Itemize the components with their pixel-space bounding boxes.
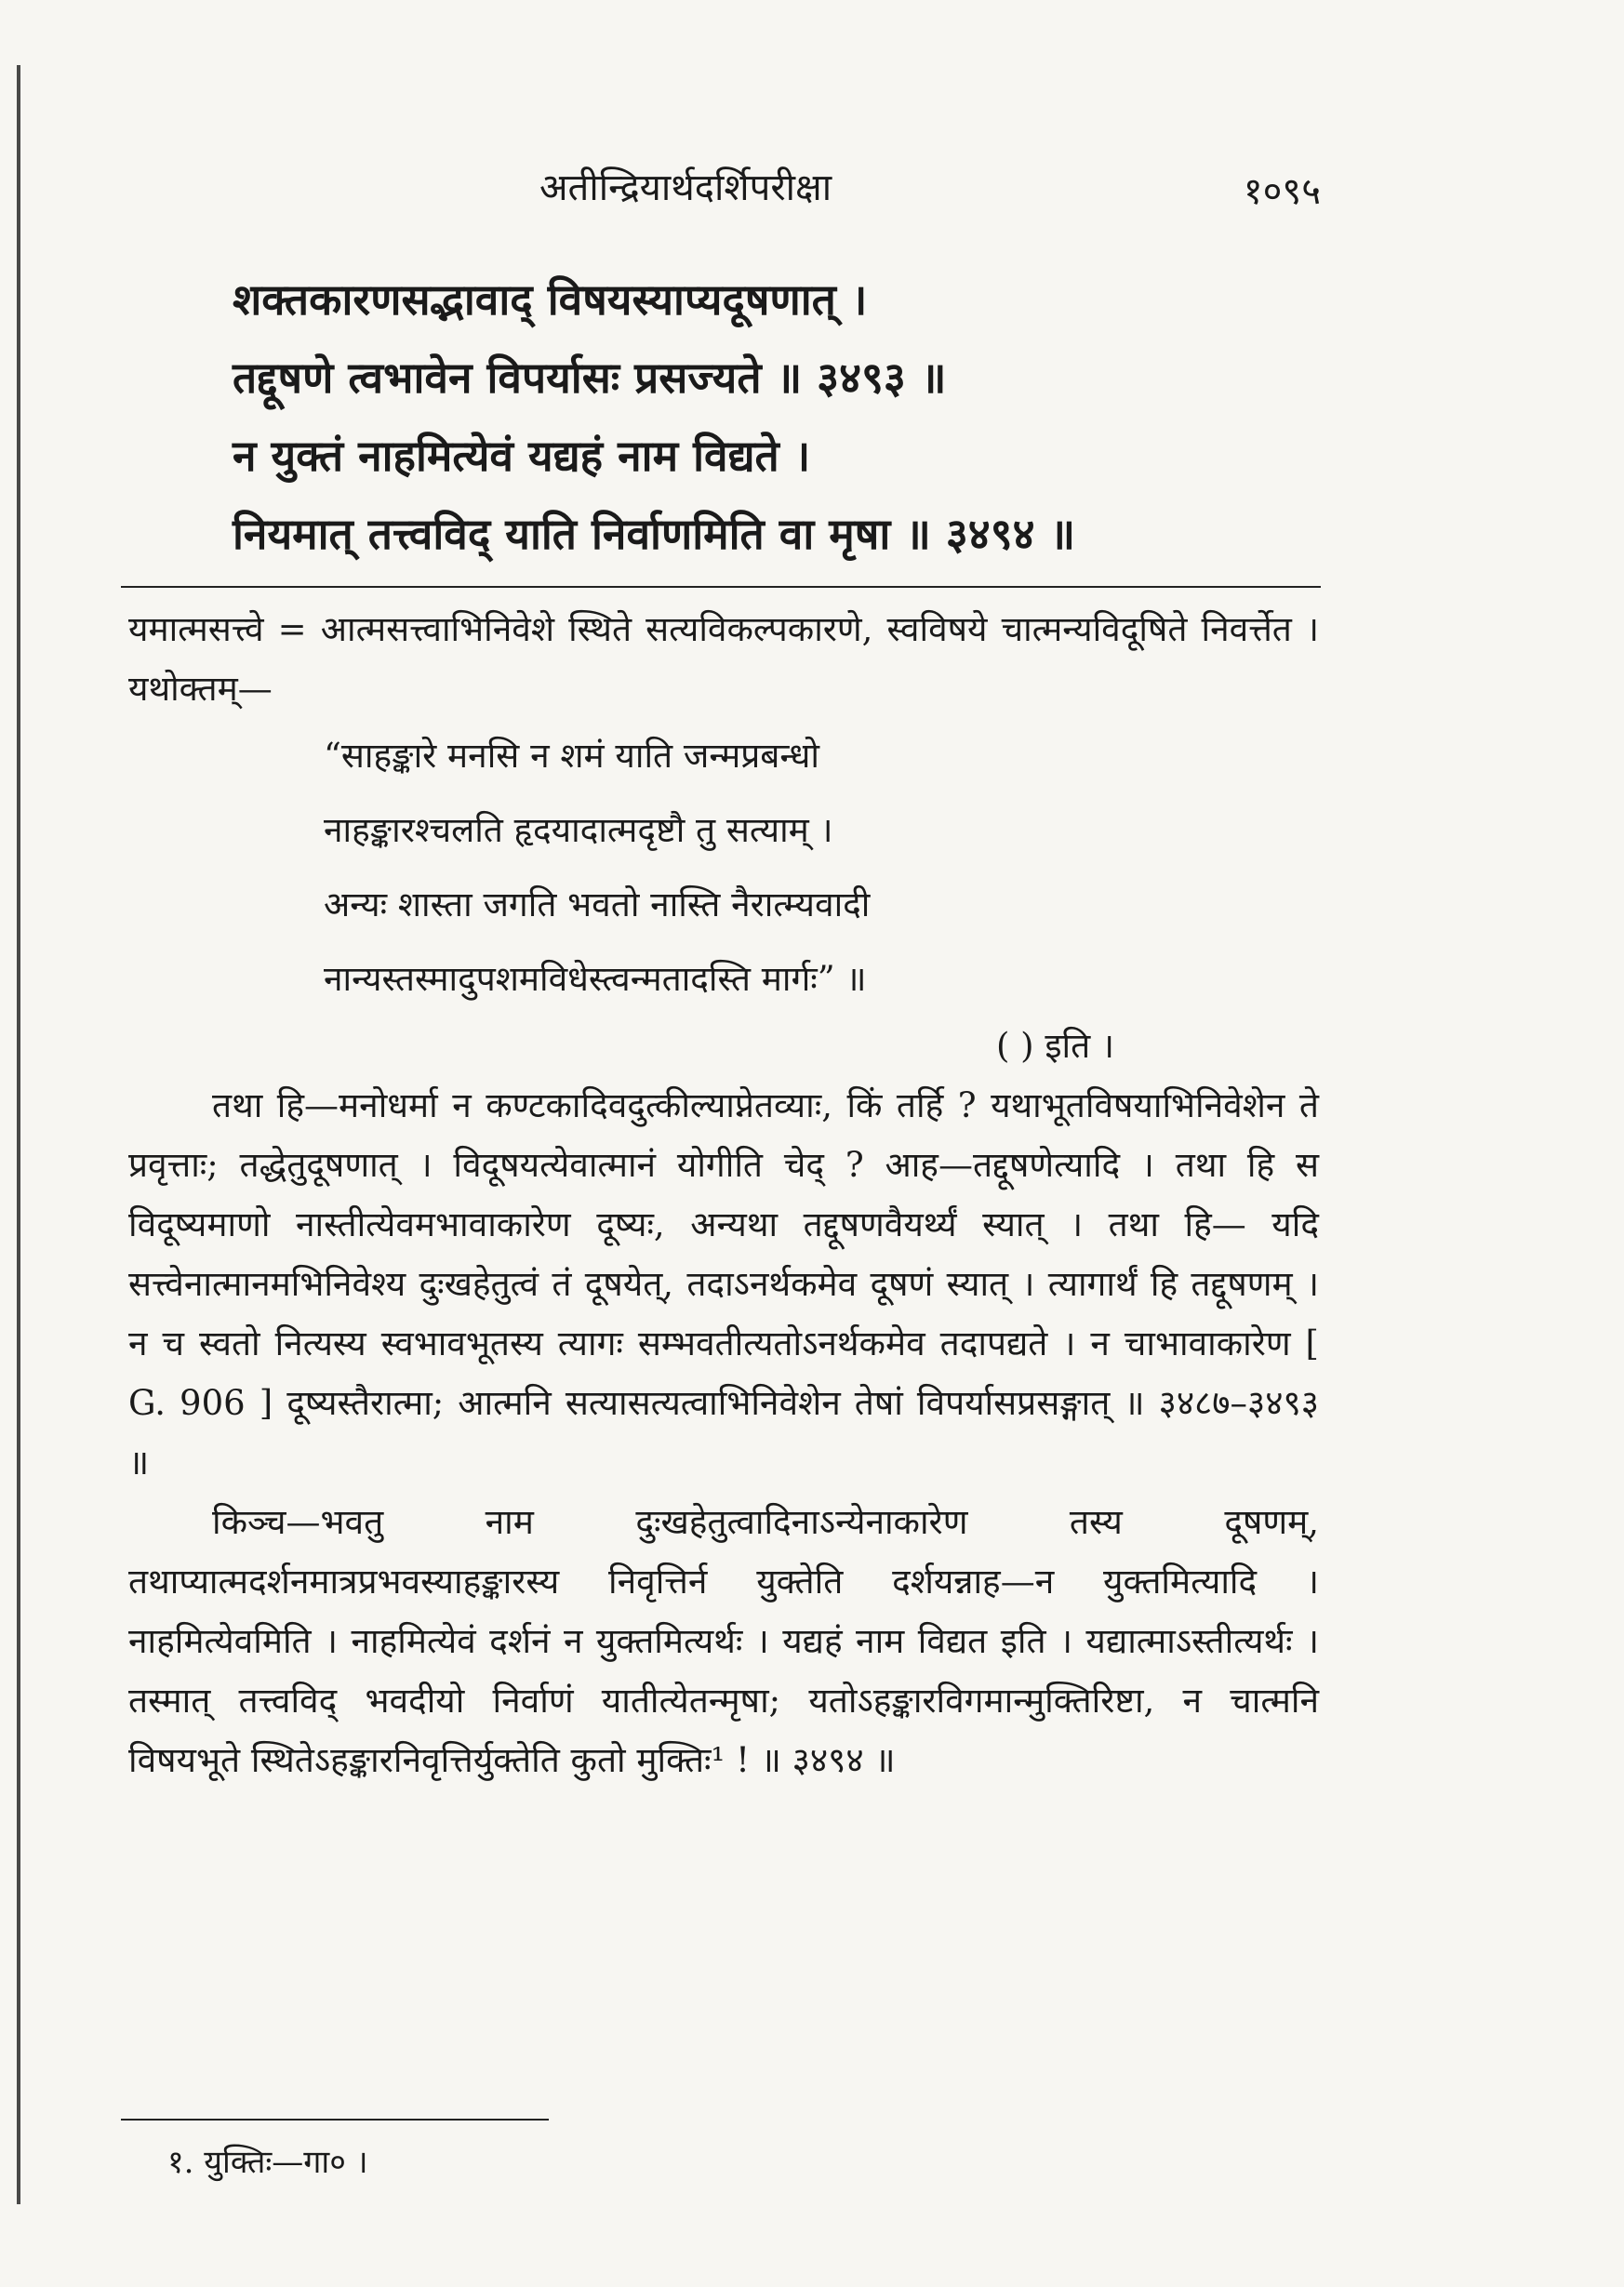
verse-line: शक्तकारणसद्भावाद् विषयस्याप्यदूषणात् । bbox=[233, 274, 868, 325]
verse-block bbox=[233, 260, 1311, 573]
quote-line: नाहङ्कारश्चलति हृदयादात्मदृष्टौ तु सत्याम् । bbox=[324, 810, 833, 850]
commentary-block bbox=[128, 600, 1319, 1790]
page-number: १०९५ bbox=[1243, 170, 1321, 213]
quoted-verse bbox=[324, 719, 1319, 1017]
page-header bbox=[130, 160, 1321, 216]
verse-line: न युक्तं नाहमित्येवं यद्यहं नाम विद्यते । bbox=[233, 431, 811, 481]
footnote: १. युक्तिः—गा० । bbox=[167, 2144, 368, 2181]
iti-marker: ( ) इति । bbox=[995, 1026, 1114, 1066]
running-title: अतीन्द्रियार्थदर्शिपरीक्षा bbox=[539, 166, 832, 209]
verse-divider bbox=[121, 586, 1321, 588]
commentary-paragraph: तथा हि—मनोधर्मा न कण्टकादिवदुत्कील्याप्नेतव्याः, किं तर्हि ? यथाभूतविषयाभिनिवेशेन ते प्रवृत्ताः; तद्धेतुदूषणात् । विदूषयत्येवात्मानं योगीति चेद् ? आह—तद्दूषणेत्यादि । तथा हि स विदूष्यमाणो नास्तीत्येवमभावाकारेण दूष्यः, अन्यथा तद्दूषणवैयर्थ्यं स्यात् । तथा हि— यदि सत्त्वेनात्मानमभिनिवेश्य दुःखहेतुत्वं तं दूषयेत्, तदाऽनर्थकमेव दूषणं स्यात् । त्यागार्थं हि तद्दूषणम् । न च स्वतो नित्यस्य स्वभावभूतस्य त्यागः सम्भवतीत्यतोऽनर्थकमेव तदापद्यते । न चाभावाकारेण [ G. 906 ] दूष्यस्तैरात्मा; आत्मनि सत्यासत्यत्वाभिनिवेशेन तेषां विपर्यासप्रसङ्गात् ॥ ३४८७–३४९३ ॥ bbox=[128, 1085, 1319, 1483]
verse-line: तद्दूषणे त्वभावेन विपर्यासः प्रसज्यते ॥ ३४९३ ॥ bbox=[233, 352, 947, 403]
quote-line: अन्यः शास्ता जगति भवतो नास्ति नैरात्म्यवादी bbox=[324, 884, 871, 924]
footnote-divider bbox=[121, 2119, 549, 2121]
commentary-paragraph: किञ्च—भवतु नाम दुःखहेतुत्वादिनाऽन्येनाकारेण तस्य दूषणम्, तथाप्यात्मदर्शनमात्रप्रभवस्याहङ्कारस्य निवृत्तिर्न युक्तेति दर्शयन्नाह—न युक्तमित्यादि । नाहमित्येवमिति । नाहमित्येवं दर्शनं न युक्तमित्यर्थः । यद्यहं नाम विद्यत इति । यद्यात्माऽस्तीत्यर्थः । तस्मात् तत्त्वविद् भवदीयो निर्वाणं यातीत्येतन्मृषा; यतोऽहङ्कारविगमान्मुक्तिरिष्टा, न चात्मनि विषयभूते स्थितेऽहङ्कारनिवृत्तिर्युक्तेति कुतो मुक्तिः¹ ! ॥ ३४९४ ॥ bbox=[128, 1502, 1319, 1780]
binding-edge bbox=[17, 65, 20, 2204]
quote-line: “साहङ्कारे मनसि न शमं याति जन्मप्रबन्धो bbox=[324, 736, 820, 776]
quote-line: नान्यस्तस्मादुपशमविधेस्त्वन्मतादस्ति मार्गः” ॥ bbox=[324, 959, 867, 999]
verse-line: नियमात् तत्त्वविद् याति निर्वाणमिति वा मृषा ॥ ३४९४ ॥ bbox=[233, 509, 1076, 559]
commentary-paragraph: यमात्मसत्त्वे = आत्मसत्त्वाभिनिवेशे स्थिते सत्यविकल्पकारणे, स्वविषये चात्मन्यविदूषिते निवर्त्तेत । यथोक्तम्— bbox=[128, 609, 1319, 709]
